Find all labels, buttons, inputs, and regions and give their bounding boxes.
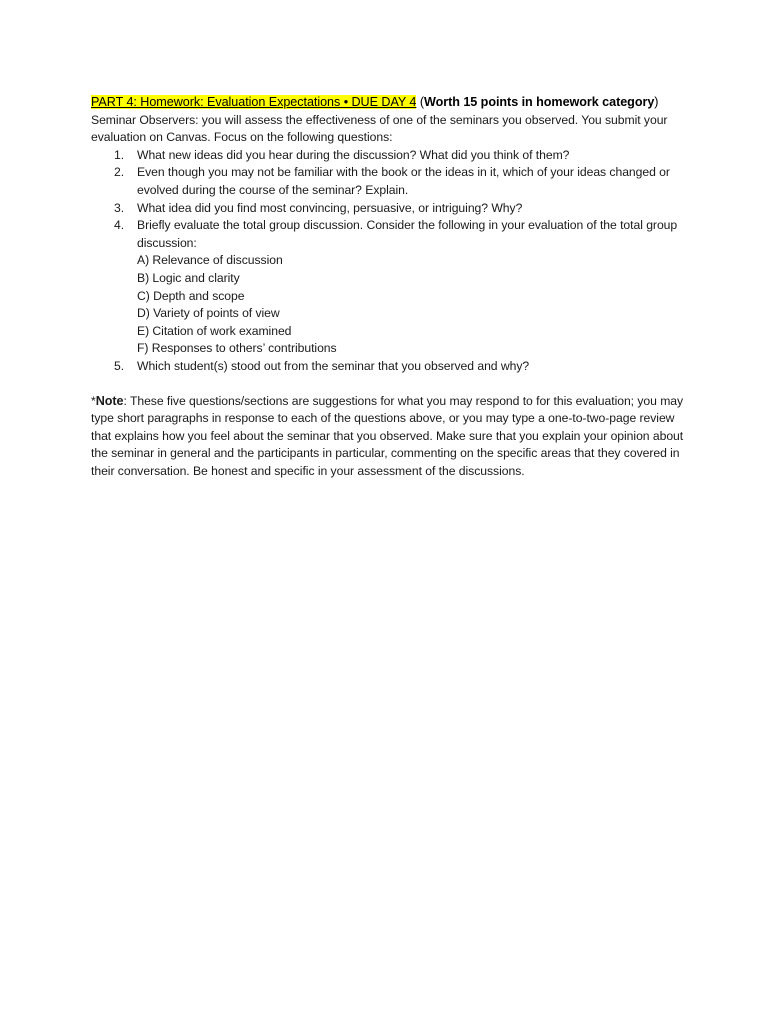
question-number: 5. (114, 358, 125, 373)
criteria-item: F) Responses to others’ contributions (137, 341, 337, 356)
note-paragraph (91, 393, 691, 481)
question-list (91, 147, 691, 376)
note-label: Note (95, 393, 124, 408)
question-number: 4. (114, 218, 125, 233)
heading-part-label: PART 4: Homework: (91, 95, 207, 109)
question-text: Which student(s) stood out from the seminar that you observed and why? (137, 358, 530, 373)
question-item (91, 217, 691, 358)
question-item (91, 358, 691, 376)
note-star: * (91, 393, 96, 408)
question-text: Briefly evaluate the total group discussion. Consider the following in your evaluation of the total group discussion: (137, 218, 678, 250)
heading-title: Evaluation Expectations • DUE DAY 4 (206, 95, 417, 109)
criteria-list (137, 252, 691, 358)
criteria-item: D) Variety of points of view (137, 306, 280, 321)
question-item (91, 147, 691, 165)
question-text: What idea did you find most convincing, persuasive, or intriguing? Why? (137, 200, 523, 215)
heading-paren-open: ( (416, 95, 424, 109)
heading-paren-close: ) (654, 95, 659, 109)
question-text: What new ideas did you hear during the discussion? What did you think of them? (137, 147, 570, 162)
question-number: 1. (114, 147, 125, 162)
assignment-body (91, 94, 691, 480)
intro-paragraph: Seminar Observers: you will assess the effectiveness of one of the seminars you observed. You submit your evaluation on Canvas. Focus on the following questions: (91, 112, 668, 145)
note-text: : These five questions/sections are suggestions for what you may respond to for this evaluation; you may type short paragraphs in response to each of the questions above, or you may type a one-to-two-page review that explains how you feel about the seminar that you observed. Make sure that you explain your opinion about the seminar in general and the participants in particular, commenting on the specific areas that they covered in their conversation. Be honest and specific in your assessment of the discussions. (91, 393, 684, 478)
question-item (91, 164, 691, 199)
assignment-heading (91, 94, 691, 112)
criteria-item: E) Citation of work examined (137, 323, 292, 338)
question-text: Even though you may not be familiar with the book or the ideas in it, which of your ideas changed or evolved during the course of the seminar? Explain. (137, 165, 670, 197)
question-item (91, 200, 691, 218)
question-number: 3. (114, 200, 125, 215)
heading-points-worth: Worth 15 points in homework category (423, 95, 655, 109)
criteria-item: C) Depth and scope (137, 288, 245, 303)
criteria-item: B) Logic and clarity (137, 270, 240, 285)
criteria-item: A) Relevance of discussion (137, 253, 283, 268)
question-number: 2. (114, 165, 125, 180)
